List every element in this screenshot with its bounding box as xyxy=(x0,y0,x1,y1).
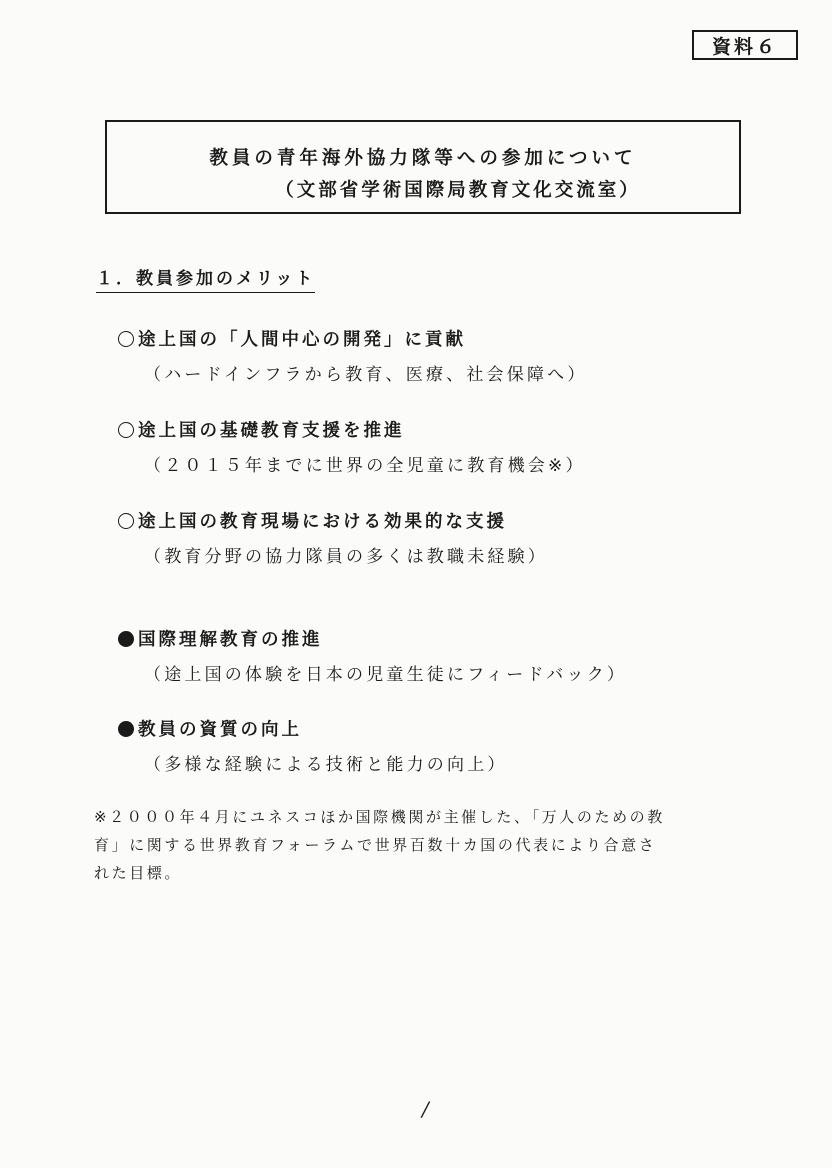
merit-item-detail: （ハードインフラから教育、医療、社会保障へ） xyxy=(144,365,588,385)
document-label-text: 資料６ xyxy=(711,35,778,58)
title-box xyxy=(105,120,741,214)
footnote-line: 育」に関する世界教育フォーラムで世界百数十カ国の代表により合意さ xyxy=(94,836,657,854)
footnote-line: ※２０００年４月にユネスコほか国際機関が主催した、「万人のための教 xyxy=(94,808,665,826)
open-circle-bullet-icon xyxy=(118,422,134,438)
merit-item-heading: 途上国の「人間中心の開発」に貢献 xyxy=(138,330,466,350)
merit-item-detail: （教育分野の協力隊員の多くは教職未経験） xyxy=(144,547,548,567)
footnote xyxy=(94,803,764,887)
merit-item-detail: （途上国の体験を日本の児童生徒にフィードバック） xyxy=(144,665,628,685)
merit-item-heading: 途上国の基礎教育支援を推進 xyxy=(138,421,405,441)
merit-item-teacher-quality xyxy=(118,716,508,775)
page-title: 教員の青年海外協力隊等への参加について xyxy=(209,148,637,169)
merit-item-international-understanding xyxy=(118,626,627,685)
section-heading: １．教員参加のメリット xyxy=(96,264,315,293)
merit-item-detail: （２０１５年までに世界の全児童に教育機会※） xyxy=(144,456,586,476)
filled-circle-bullet-icon xyxy=(118,631,134,647)
open-circle-bullet-icon xyxy=(118,331,134,347)
document-label xyxy=(692,30,798,60)
merit-item-effective-support xyxy=(118,508,548,567)
merit-item-basic-education xyxy=(118,417,586,476)
merit-item-heading: 途上国の教育現場における効果的な支援 xyxy=(138,512,507,532)
merit-item-detail: （多様な経験による技術と能力の向上） xyxy=(144,755,508,775)
filled-circle-bullet-icon xyxy=(118,721,134,737)
page-mark: / xyxy=(422,1097,429,1121)
open-circle-bullet-icon xyxy=(118,513,134,529)
merit-item-heading: 国際理解教育の推進 xyxy=(138,630,323,650)
merit-item-heading: 教員の資質の向上 xyxy=(138,720,302,740)
footnote-line: れた目標。 xyxy=(94,864,183,882)
merit-item-contribution xyxy=(118,326,588,385)
page-subtitle: （文部省学術国際局教育文化交流室） xyxy=(275,180,641,201)
